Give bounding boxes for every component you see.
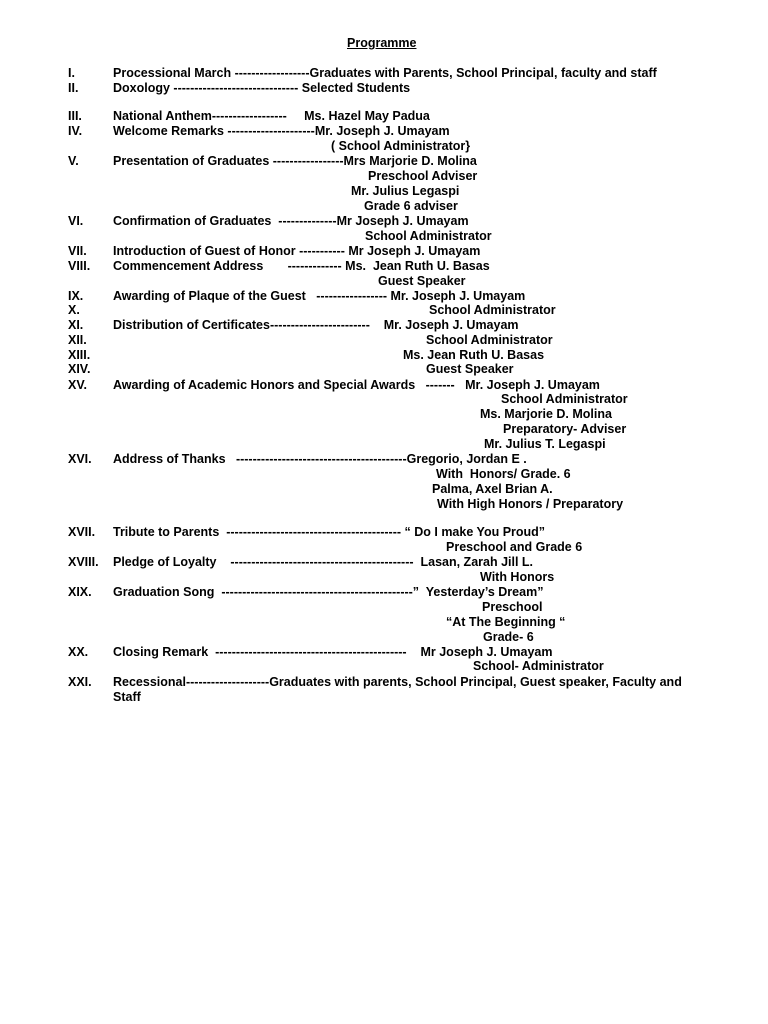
item-number: VII. [68, 244, 87, 258]
item-number: II. [68, 81, 79, 95]
item-text: Welcome Remarks ---------------------Mr. Joseph J. Umayam [113, 124, 450, 138]
item-continuation: School Administrator [365, 229, 492, 243]
item-text: Recessional--------------------Graduates with parents, School Principal, Guest speaker, Faculty and [113, 675, 682, 689]
item-text: Confirmation of Graduates --------------Mr Joseph J. Umayam [113, 214, 469, 228]
item-continuation: Guest Speaker [426, 362, 514, 376]
item-continuation: Preschool and Grade 6 [446, 540, 583, 554]
item-text: Address of Thanks -----------------------------------------Gregorio, Jordan E . [113, 452, 527, 466]
item-text: Introduction of Guest of Honor ----------- Mr Joseph J. Umayam [113, 244, 481, 258]
item-continuation: With High Honors / Preparatory [437, 497, 624, 511]
item-continuation: Preparatory- Adviser [503, 422, 627, 436]
item-continuation: Palma, Axel Brian A. [432, 482, 553, 496]
item-number: XX. [68, 645, 89, 659]
item-text: National Anthem------------------ Ms. Hazel May Padua [113, 109, 430, 123]
item-number: V. [68, 154, 79, 168]
item-continuation: School Administrator [426, 333, 553, 347]
item-text: Doxology ------------------------------ Selected Students [113, 81, 411, 95]
item-text: Tribute to Parents ------------------------------------------ “ Do I make You Proud” [113, 525, 546, 539]
item-continuation: Grade- 6 [483, 630, 534, 644]
item-number: X. [68, 303, 80, 317]
item-continuation: With Honors [480, 570, 555, 584]
item-continuation: With Honors/ Grade. 6 [436, 467, 571, 481]
item-continuation: ( School Administrator} [331, 139, 471, 153]
item-continuation: Preschool Adviser [368, 169, 478, 183]
item-number: XII. [68, 333, 87, 347]
item-continuation: Guest Speaker [378, 274, 466, 288]
item-continuation: Ms. Jean Ruth U. Basas [403, 348, 545, 362]
item-number: XVIII. [68, 555, 99, 569]
item-number: IV. [68, 124, 83, 138]
item-text: Graduation Song ----------------------------------------------” Yesterday’s Dream” [113, 585, 544, 599]
item-number: XV. [68, 378, 88, 392]
item-text: Awarding of Plaque of the Guest ----------------- Mr. Joseph J. Umayam [113, 289, 526, 303]
item-number: I. [68, 66, 75, 80]
item-continuation: “At The Beginning “ [446, 615, 566, 629]
item-text: Closing Remark ---------------------------------------------- Mr Joseph J. Umayam [113, 645, 553, 659]
item-continuation: Ms. Marjorie D. Molina [480, 407, 612, 421]
item-number: XVI. [68, 452, 92, 466]
item-number: VI. [68, 214, 84, 228]
item-continuation: School- Administrator [473, 659, 604, 673]
item-text: Commencement Address ------------- Ms. Jean Ruth U. Basas [113, 259, 490, 273]
item-continuation: School Administrator [501, 392, 628, 406]
item-text: Awarding of Academic Honors and Special Awards ------- Mr. Joseph J. Umayam [113, 378, 600, 392]
item-text: Distribution of Certificates------------------------ Mr. Joseph J. Umayam [113, 318, 519, 332]
item-number: VIII. [68, 259, 91, 273]
item-number: XXI. [68, 675, 92, 689]
item-number: III. [68, 109, 82, 123]
item-number: XIV. [68, 362, 91, 376]
item-continuation: Preschool [482, 600, 543, 614]
item-number: XI. [68, 318, 84, 332]
item-continuation: Mr. Julius Legaspi [351, 184, 460, 198]
item-number: XIX. [68, 585, 92, 599]
item-text: Presentation of Graduates -----------------Mrs Marjorie D. Molina [113, 154, 477, 168]
item-continuation: Grade 6 adviser [364, 199, 458, 213]
item-continuation: Staff [113, 690, 141, 704]
item-continuation: Mr. Julius T. Legaspi [484, 437, 606, 451]
item-text: Processional March ------------------Graduates with Parents, School Principal, faculty and staff [113, 66, 657, 80]
item-continuation: School Administrator [429, 303, 556, 317]
item-number: IX. [68, 289, 84, 303]
item-number: XVII. [68, 525, 96, 539]
item-text: Pledge of Loyalty -------------------------------------------- Lasan, Zarah Jill L. [113, 555, 534, 569]
item-number: XIII. [68, 348, 91, 362]
page-title: Programme [347, 36, 417, 50]
